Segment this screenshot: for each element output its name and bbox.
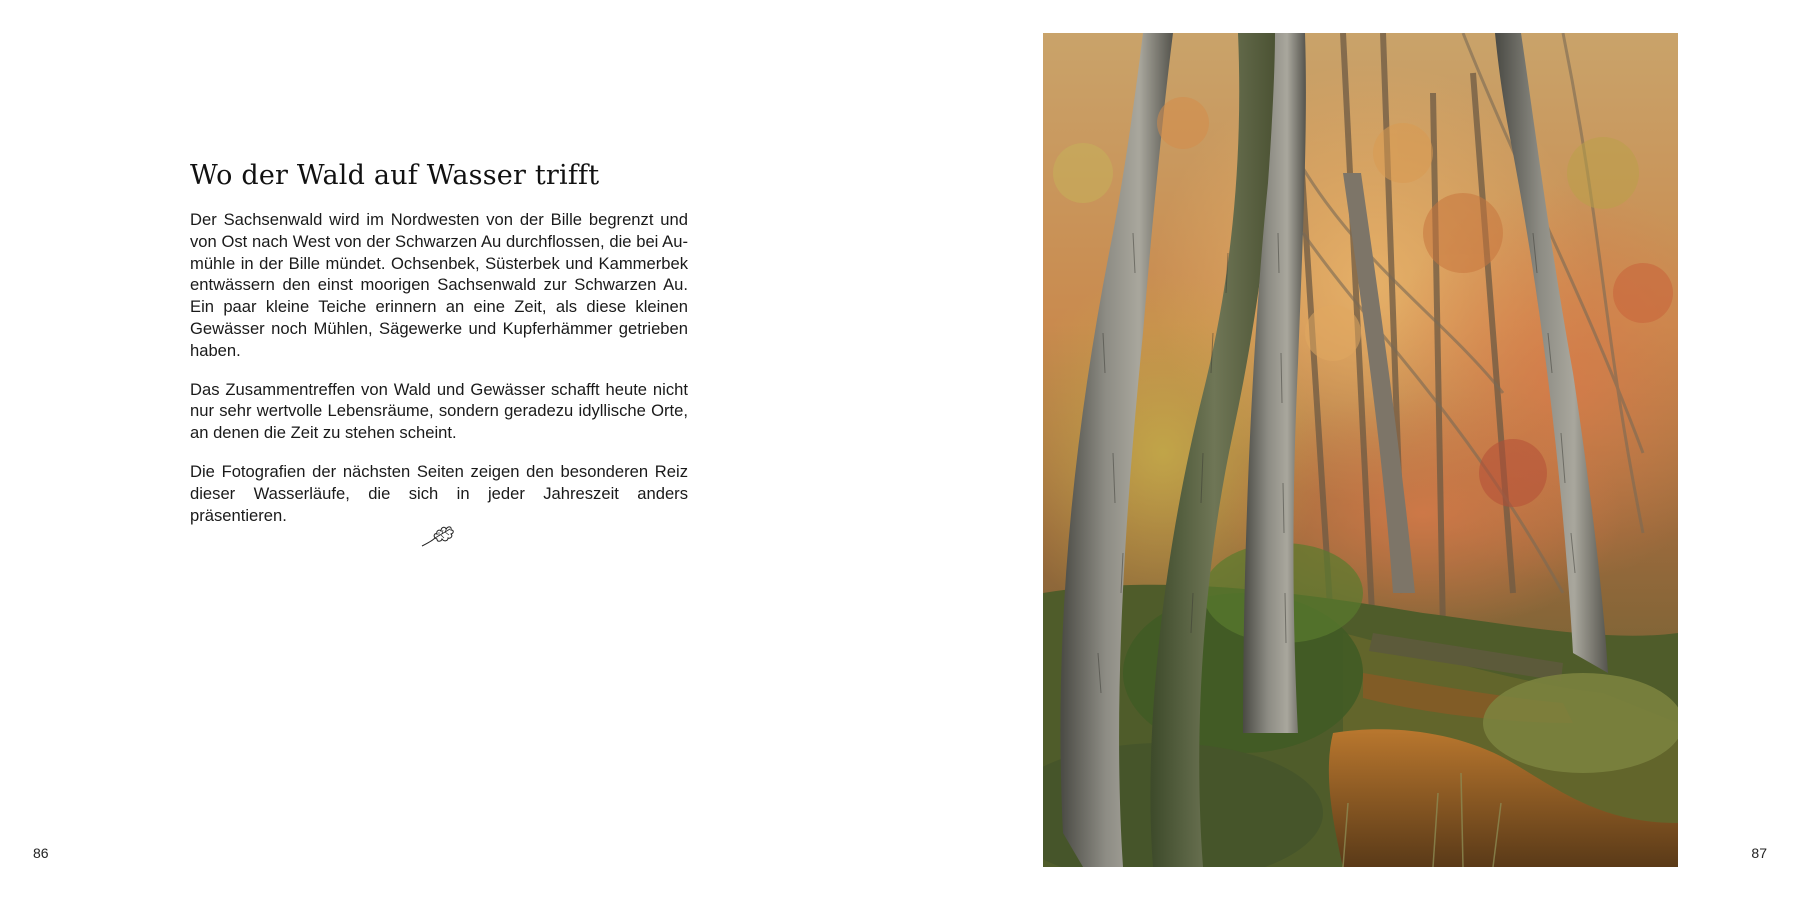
text-block	[190, 160, 688, 543]
autumn-forest-stream-photo	[1043, 33, 1678, 867]
page-heading: Wo der Wald auf Wasser trifft	[190, 160, 600, 191]
page-number-right: 87	[1751, 845, 1767, 861]
paragraph-3: Die Fotografien der nächsten Seiten zeigen den besonderen Reiz dieser Wasserläufe, die sich in jeder Jahreszeit anders präsentieren.	[190, 461, 688, 525]
page-number-left: 86	[33, 845, 49, 861]
oak-leaf-icon	[420, 520, 456, 548]
paragraph-1: Der Sachsenwald wird im Nordwesten von der Bille begrenzt und von Ost nach West von der Schwarzen Au durchflossen, die bei Aumühle in der Bille mündet. Ochsenbek, Süsterbek und Kammerbek entwässern den einst moorigen Sachsenwald zur Schwarzen Au. Ein paar kleine Teiche erinnern an eine Zeit, als diese kleinen Gewässer noch Mühlen, Sägewerke und Kupferhämmer getrieben haben.	[190, 210, 688, 360]
right-page	[900, 0, 1800, 900]
paragraph-2: Das Zusammentreffen von Wald und Gewässer schafft heute nicht nur sehr wertvolle Lebensräume, sondern geradezu idyllische Orte, an denen die Zeit zu stehen scheint.	[190, 379, 688, 443]
